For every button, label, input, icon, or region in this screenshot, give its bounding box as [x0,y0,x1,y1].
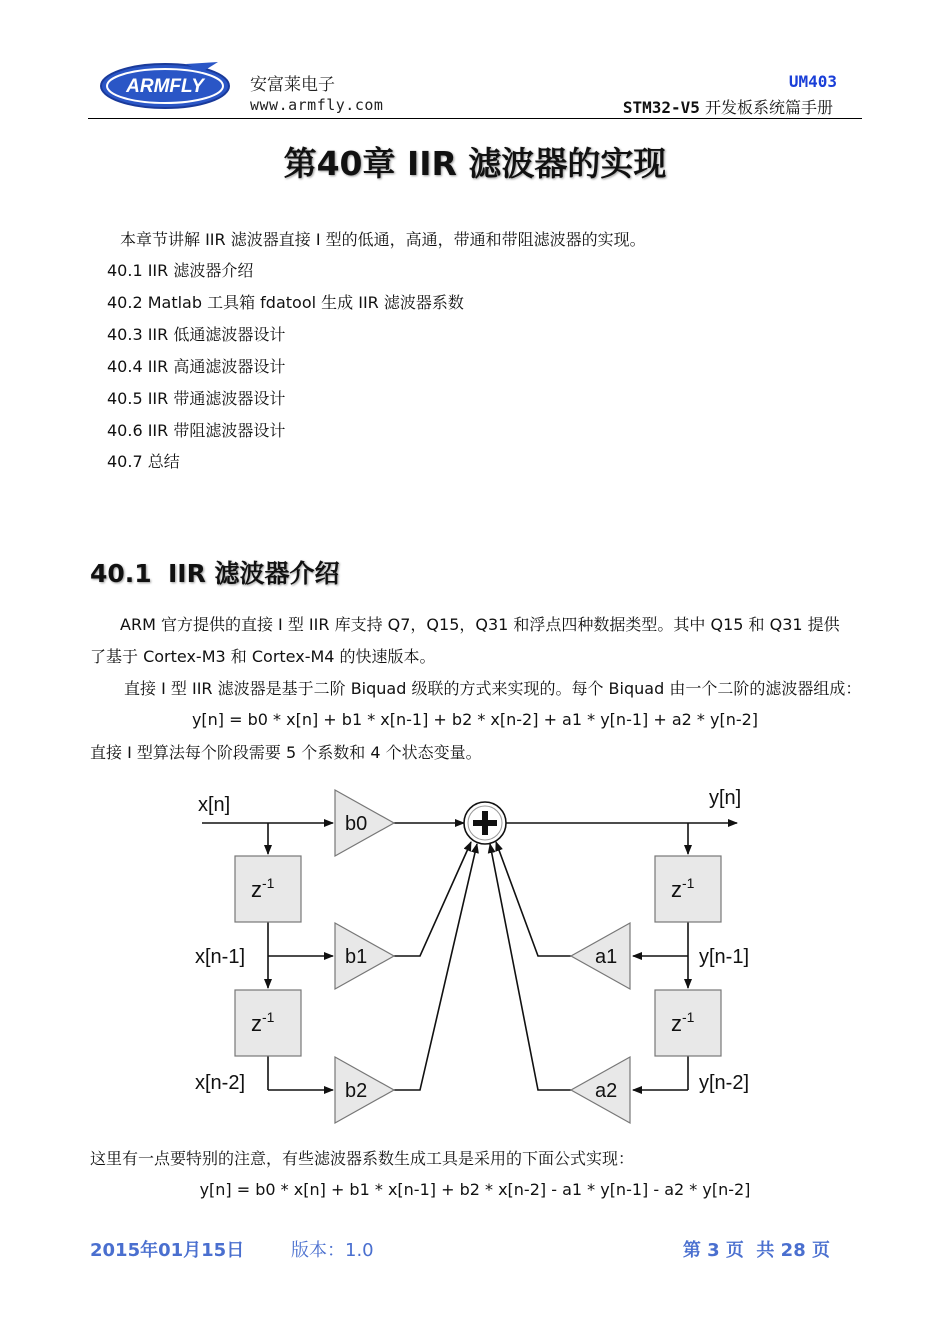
toc-item[interactable]: 40.1 IIR 滤波器介绍 [107,261,254,280]
delay-label: $z^{-1}$ [251,875,275,902]
adder-node [464,802,506,844]
gain-b0-label: b0 [345,813,368,835]
wire [496,842,571,956]
section-title: IIR 滤波器介绍 [168,559,340,588]
paragraph-line: 直接 I 型 IIR 滤波器是基于二阶 Biquad 级联的方式来实现的。每个 Biquad 由一个二阶的滤波器组成： [124,679,862,698]
toc-item[interactable]: 40.4 IIR 高通滤波器设计 [107,357,286,376]
toc-item[interactable]: 40.2 Matlab 工具箱 fdatool 生成 IIR 滤波器系数 [107,293,464,312]
footer-date: 2015年01月15日 [90,1240,245,1261]
signal-x-n-1: x[n-1] [195,946,246,968]
logo-text: ARMFLY [126,76,204,97]
paragraph-line: 这里有一点要特别的注意，有些滤波器系数生成工具是采用的下面公式实现： [90,1149,635,1168]
chapter-intro: 本章节讲解 IIR 滤波器直接 I 型的低通，高通，带通和带阻滤波器的实现。 [120,230,646,249]
chapter-title: 第40章 IIR 滤波器的实现 [283,144,667,183]
doc-title-suffix: 开发板系统篇手册 [704,98,833,117]
paragraph-line: ARM 官方提供的直接 I 型 IIR 库支持 Q7，Q15，Q31 和浮点四种数据类型。其中 Q15 和 Q31 提供 [120,615,840,634]
doc-code: UM403 [788,72,837,91]
wire [490,844,571,1090]
signal-y-n-1: y[n-1] [699,946,750,968]
doc-title-prefix: STM32-V5 [622,98,700,117]
header-divider [88,118,862,119]
delay-label: $z^{-1}$ [251,1009,275,1036]
doc-title [623,95,833,118]
signal-x-n-2: x[n-2] [195,1072,246,1094]
company-url[interactable]: www.armfly.com [250,96,384,114]
toc-item[interactable]: 40.3 IIR 低通滤波器设计 [107,325,286,344]
toc-item[interactable]: 40.5 IIR 带通滤波器设计 [107,389,286,408]
gain-b1-label: b1 [345,946,368,968]
signal-y-n: y[n] [709,787,742,809]
toc-item[interactable]: 40.7 总结 [107,452,180,471]
wire [394,844,477,1090]
footer-version: 版本：1.0 [291,1240,374,1261]
delay-label: $z^{-1}$ [671,875,695,902]
delay-label: $z^{-1}$ [671,1009,695,1036]
signal-x-n: x[n] [198,794,231,816]
footer-page: 第 3 页 共 28 页 [682,1240,830,1261]
section-heading [90,554,340,590]
formula-alternate: y[n] = b0 * x[n] + b1 * x[n-1] + b2 * x[n-2] - a1 * y[n-1] - a2 * y[n-2] [199,1180,751,1199]
toc-item[interactable]: 40.6 IIR 带阻滤波器设计 [107,421,286,440]
signal-y-n-2: y[n-2] [699,1072,750,1094]
company-name: 安富莱电子 [250,75,335,95]
paragraph-line: 了基于 Cortex-M3 和 Cortex-M4 的快速版本。 [90,647,436,666]
iir-direct-form-1-diagram [190,780,770,1130]
gain-b2-label: b2 [345,1080,368,1102]
paragraph-line: 直接 I 型算法每个阶段需要 5 个系数和 4 个状态变量。 [90,743,482,762]
formula-direct-form-1: y[n] = b0 * x[n] + b1 * x[n-1] + b2 * x[n-2] + a1 * y[n-1] + a2 * y[n-2] [191,710,759,729]
section-number: 40.1 [90,559,152,588]
gain-a1-label: a1 [595,946,618,968]
gain-a2-label: a2 [595,1080,618,1102]
armfly-logo [98,58,233,112]
wire [394,842,471,956]
